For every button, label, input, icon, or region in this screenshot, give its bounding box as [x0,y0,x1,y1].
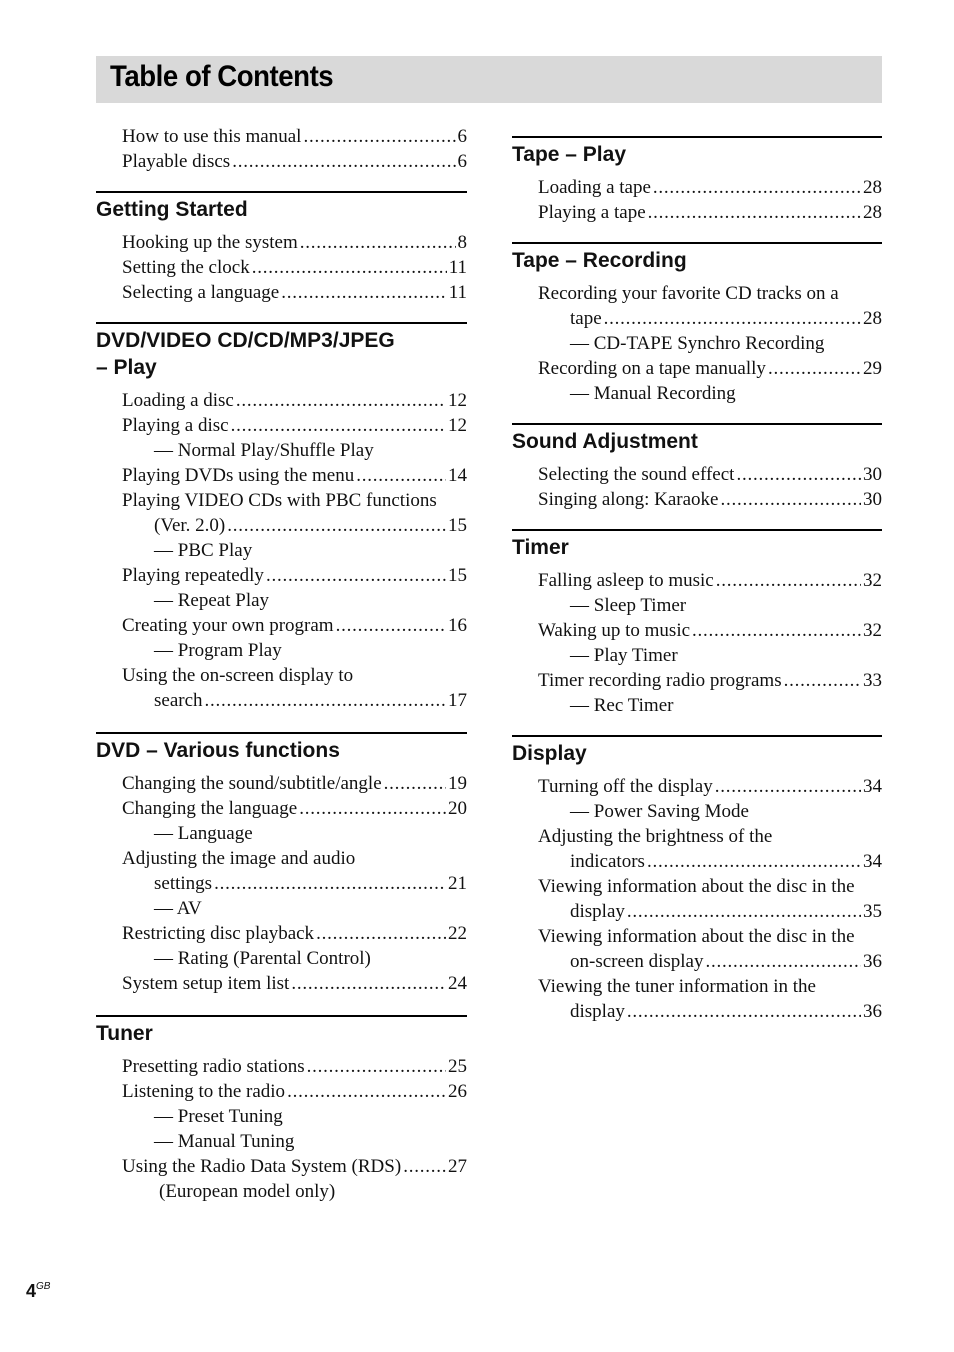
dot-leader [316,921,446,946]
toc-page-number: 24 [448,973,467,994]
section-heading: DVD – Various functions [96,739,340,762]
toc-entry[interactable] [96,149,467,174]
toc-page-number: 36 [863,1001,882,1022]
toc-entry-text [96,821,467,846]
toc-entry-title: Presetting radio stations [122,1056,305,1077]
toc-entry-title: — CD-TAPE Synchro Recording [570,333,825,354]
toc-page-number: 28 [863,202,882,223]
dot-leader [303,124,455,149]
toc-entry-title: Waking up to music [538,620,691,641]
toc-entry-text [96,638,467,663]
dot-leader [627,899,861,924]
toc-entry[interactable] [96,771,467,796]
dot-leader [784,668,861,693]
toc-entry-title: Viewing the tuner information in the [538,976,816,997]
toc-entry-text [512,924,882,949]
toc-entry-title: display [570,1001,625,1022]
dot-leader [705,949,861,974]
dot-leader [287,1079,446,1104]
section-entries [512,462,882,512]
toc-entry[interactable] [512,306,882,331]
toc-entry[interactable] [512,462,882,487]
dot-leader [231,413,446,438]
section-heading: Timer [512,536,569,559]
dot-leader [291,971,446,996]
toc-page-number: 19 [448,773,467,794]
toc-entry-title: Selecting a language [122,282,280,303]
section-entries [512,175,882,225]
dot-leader [768,356,861,381]
toc-page-number: 32 [863,620,882,641]
toc-entry-title: Recording on a tape manually [538,358,766,379]
toc-entry-title: — AV [154,898,202,919]
toc-entry-title: — Manual Recording [570,383,736,404]
dot-leader [384,771,446,796]
dot-leader [281,280,446,305]
toc-entry-text [96,538,467,563]
toc-section [96,191,467,305]
toc-entry[interactable] [512,949,882,974]
toc-intro [96,124,467,174]
toc-page-number: 26 [448,1081,467,1102]
toc-page-number: 15 [448,515,467,536]
toc-entry-title: (European model only) [159,1181,336,1202]
toc-entry-title: Playing VIDEO CDs with PBC functions [122,490,437,511]
toc-entry-text [96,588,467,613]
toc-entry-text [96,438,467,463]
dot-leader [232,149,455,174]
dot-leader [336,613,446,638]
dot-leader [604,306,861,331]
toc-entry-title: Selecting the sound effect [538,464,735,485]
dot-leader [715,774,861,799]
toc-entry-title: Singing along: Karaoke [538,489,719,510]
toc-entry-title: — Repeat Play [154,590,270,611]
toc-entry-title: indicators [570,851,645,872]
dot-leader [300,230,456,255]
toc-entry[interactable] [96,513,467,538]
toc-entry-text [96,1179,467,1204]
toc-entry-text [512,824,882,849]
toc-entry-title: on-screen display [570,951,704,972]
toc-page-number: 12 [448,390,467,411]
toc-entry-title: Playable discs [122,151,231,172]
toc-entry-text [96,896,467,921]
dot-leader [227,513,446,538]
toc-entry-title: Changing the language [122,798,298,819]
toc-entry-title: — Manual Tuning [154,1131,295,1152]
toc-entry-text [512,874,882,899]
toc-page-number: 27 [448,1156,467,1177]
toc-page-number: 6 [457,151,467,172]
toc-entry[interactable] [96,1154,467,1179]
toc-entry-title: — Normal Play/Shuffle Play [154,440,374,461]
toc-entry-title: Adjusting the image and audio [122,848,356,869]
toc-entry[interactable] [96,796,467,821]
toc-entry[interactable] [512,668,882,693]
toc-page-number: 28 [863,308,882,329]
toc-entry-title: — Rating (Parental Control) [154,948,371,969]
toc-page-number: 6 [457,126,467,147]
toc-entry-title: — Play Timer [570,645,678,666]
toc-entry-title: display [570,901,625,922]
toc-entry-title: Using the Radio Data System (RDS) [122,1156,402,1177]
toc-page-number: 32 [863,570,882,591]
toc-entry[interactable] [96,921,467,946]
toc-left-column [96,124,467,1204]
toc-page-number: 14 [448,465,467,486]
toc-entry-text [96,946,467,971]
toc-page-number: 8 [457,232,467,253]
page-number: 4 [26,1281,37,1301]
toc-entry[interactable] [512,849,882,874]
toc-entry[interactable] [96,1054,467,1079]
section-heading: DVD/VIDEO CD/CD/MP3/JPEG – Play [96,329,395,379]
section-entries [96,388,467,713]
dot-leader [214,871,446,896]
toc-entry-text [96,663,467,688]
toc-section [96,322,467,713]
toc-entry-title: Turning off the display [538,776,713,797]
section-entries [512,281,882,406]
toc-entry-title: Loading a tape [538,177,651,198]
region-code: GB [36,1281,51,1292]
toc-entry-title: Recording your favorite CD tracks on a [538,283,839,304]
section-entries [96,1054,467,1204]
toc-entry-title: search [154,690,203,711]
toc-entry[interactable] [512,568,882,593]
toc-page-number: 15 [448,565,467,586]
toc-entry-title: Playing a disc [122,415,229,436]
toc-page-number: 34 [863,851,882,872]
toc-entry[interactable] [96,971,467,996]
toc-entry[interactable] [96,688,467,713]
toc-entry-text [96,846,467,871]
dot-leader [307,1054,446,1079]
toc-entry-title: Listening to the radio [122,1081,286,1102]
title-bar [96,56,882,103]
toc-entry[interactable] [512,899,882,924]
toc-section [512,735,882,1024]
dot-leader [252,255,447,280]
toc-section [96,732,467,996]
toc-entry-title: Viewing information about the disc in the [538,876,855,897]
toc-entry-text [96,1104,467,1129]
toc-entry-title: (Ver. 2.0) [154,515,226,536]
toc-right-sections [512,136,882,1024]
toc-entry[interactable] [96,1079,467,1104]
toc-entry[interactable] [512,175,882,200]
toc-page-number: 30 [863,489,882,510]
dot-leader [627,999,861,1024]
toc-page-number: 35 [863,901,882,922]
toc-entry[interactable] [96,563,467,588]
toc-entry-title: — Language [154,823,253,844]
dot-leader [403,1154,446,1179]
toc-entry[interactable] [96,124,467,149]
toc-entry-text [96,488,467,513]
dot-leader [299,796,446,821]
toc-page-number: 21 [448,873,467,894]
toc-page-number: 17 [448,690,467,711]
section-heading: Tape – Play [512,143,627,166]
dot-leader [236,388,446,413]
toc-entry-title: Falling asleep to music [538,570,714,591]
toc-entry-title: Restricting disc playback [122,923,315,944]
toc-entry-title: Playing DVDs using the menu [122,465,355,486]
toc-entry-title: — Preset Tuning [154,1106,283,1127]
toc-entry[interactable] [512,774,882,799]
toc-page-number: 30 [863,464,882,485]
toc-entry-title: Hooking up the system [122,232,298,253]
toc-entry[interactable] [96,463,467,488]
toc-entry-title: tape [570,308,602,329]
dot-leader [205,688,446,713]
toc-entry-title: Adjusting the brightness of the [538,826,773,847]
section-entries [512,568,882,718]
toc-entry-text [512,593,882,618]
toc-entry-text [512,799,882,824]
toc-entry-text [512,974,882,999]
toc-entry-title: — Sleep Timer [570,595,687,616]
toc-entry[interactable] [512,487,882,512]
toc-page-number: 29 [863,358,882,379]
toc-entry-title: Using the on-screen display to [122,665,354,686]
toc-page-number: 33 [863,670,882,691]
toc-page-number: 11 [448,282,467,303]
toc-entry[interactable] [96,280,467,305]
toc-entry-text [512,381,882,406]
toc-entry-title: — Power Saving Mode [570,801,749,822]
toc-page-number: 25 [448,1056,467,1077]
section-entries [96,230,467,305]
toc-entry-text [512,281,882,306]
toc-entry[interactable] [512,356,882,381]
toc-entry[interactable] [512,200,882,225]
toc-entry[interactable] [96,388,467,413]
toc-left-sections [96,191,467,1204]
dot-leader [648,200,861,225]
toc-page-number: 28 [863,177,882,198]
toc-entry-title: — PBC Play [154,540,253,561]
section-heading: Tape – Recording [512,249,687,272]
toc-section [512,136,882,225]
page-footer [26,1281,50,1302]
toc-entry[interactable] [96,613,467,638]
toc-entry-title: Playing repeatedly [122,565,264,586]
dot-leader [647,849,861,874]
section-entries [512,774,882,1024]
toc-entry-text [512,643,882,668]
toc-entry-text [512,331,882,356]
dot-leader [266,563,446,588]
toc-page-number: 12 [448,415,467,436]
toc-entry-title: Loading a disc [122,390,234,411]
section-heading: Sound Adjustment [512,430,698,453]
section-heading: Getting Started [96,198,248,221]
dot-leader [716,568,861,593]
toc-entry-title: Viewing information about the disc in the [538,926,855,947]
toc-section [512,423,882,512]
page-title: Table of Contents [110,60,334,93]
toc-entry-title: Setting the clock [122,257,250,278]
dot-leader [653,175,861,200]
toc-entry-title: settings [154,873,213,894]
toc-entry[interactable] [96,413,467,438]
toc-entry-title: — Rec Timer [570,695,674,716]
toc-page-number: 36 [863,951,882,972]
toc-right-column [512,136,882,1024]
toc-entry[interactable] [512,999,882,1024]
toc-entry-text [96,1129,467,1154]
toc-entry-title: System setup item list [122,973,290,994]
toc-entry-text [512,693,882,718]
dot-leader [692,618,861,643]
toc-page-number: 20 [448,798,467,819]
toc-entry[interactable] [96,871,467,896]
section-heading: Tuner [96,1022,153,1045]
toc-section [512,242,882,406]
section-heading: Display [512,742,587,765]
toc-section [512,529,882,718]
dot-leader [720,487,861,512]
toc-entry-title: How to use this manual [122,126,302,147]
toc-entry[interactable] [96,230,467,255]
toc-page-number: 11 [448,257,467,278]
toc-entry[interactable] [512,618,882,643]
toc-entry[interactable] [96,255,467,280]
toc-section [96,1015,467,1204]
toc-intro-entries [96,124,467,174]
dot-leader [736,462,861,487]
toc-entry-title: Changing the sound/subtitle/angle [122,773,382,794]
toc-entry-title: Playing a tape [538,202,646,223]
toc-page-number: 22 [448,923,467,944]
toc-entry-title: Timer recording radio programs [538,670,782,691]
section-entries [96,771,467,996]
toc-entry-title: — Program Play [154,640,282,661]
dot-leader [356,463,446,488]
toc-entry-title: Creating your own program [122,615,334,636]
toc-page-number: 16 [448,615,467,636]
toc-page-number: 34 [863,776,882,797]
